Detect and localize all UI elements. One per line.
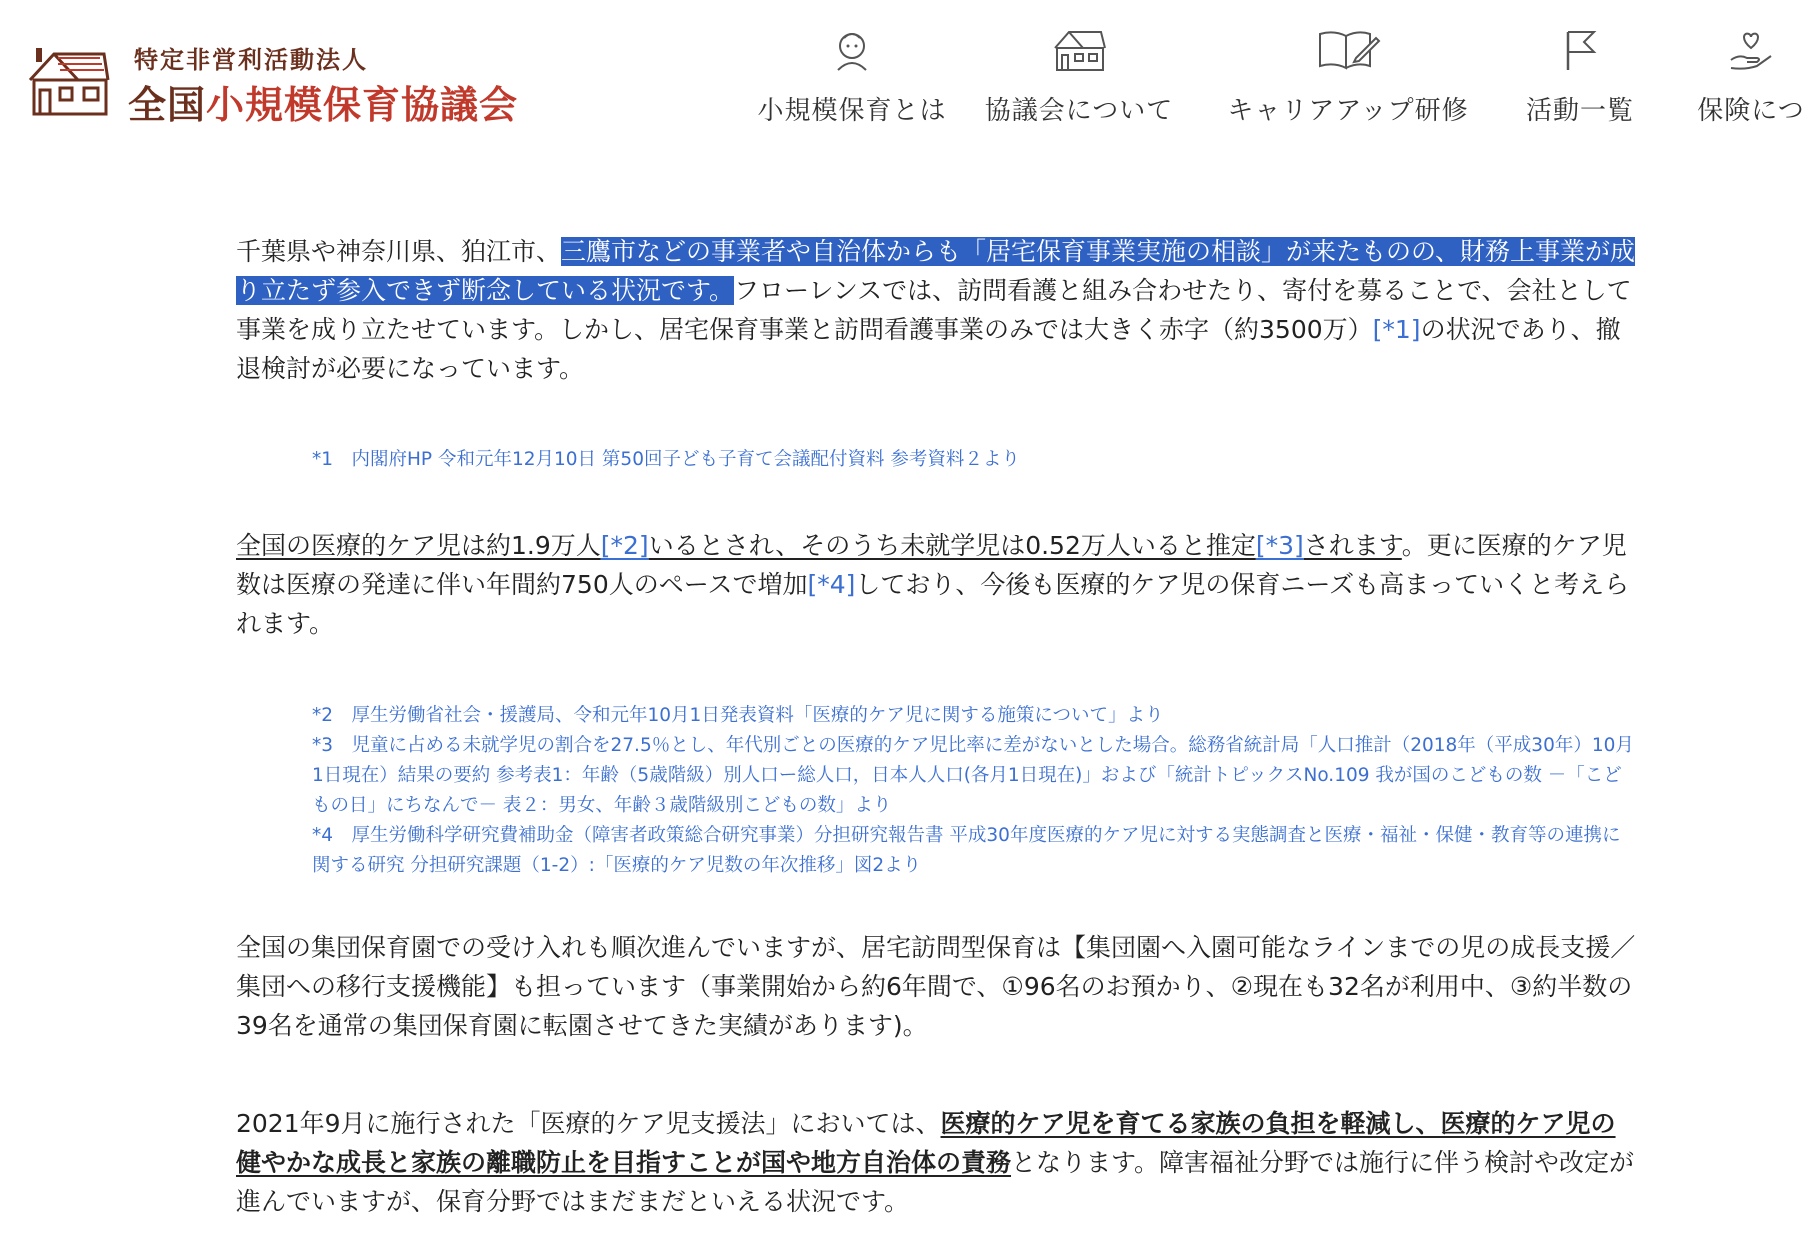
nav-label: キャリアアップ研修 (1227, 96, 1469, 126)
nav-item-about-council[interactable] (984, 28, 1174, 138)
hand-heart-icon (1727, 28, 1775, 72)
text-segment: フローレンスでは、訪問看護と組み合わせたり、寄付を募ることで、会社として事業を成り立たせています。しかし、居宅保育事業と訪問看護事業のみでは大きく赤字（約3500万） (236, 276, 1632, 344)
underlined-text: されます (1303, 531, 1402, 560)
logo-name-part-1: 全国 (128, 83, 207, 127)
bold-underlined-text: 医療的ケア児を育てる家族の負担を軽減し、医療的ケア児の健やかな成長と家族の離職防止を目指すことが国や地方自治体の責務 (236, 1109, 1616, 1177)
logo-org-type: 特定非営利活動法人 (134, 46, 368, 74)
nav-item-about-small-daycare[interactable] (752, 28, 952, 138)
footnotes-2-4 (236, 701, 1636, 881)
site-header (0, 0, 1805, 140)
paragraph-home-care-situation (236, 232, 1636, 388)
nav-label: 保険につ (1697, 96, 1805, 126)
nav-label: 協議会について (984, 96, 1174, 126)
flag-icon (1560, 28, 1600, 72)
house-logo-icon (24, 46, 110, 116)
book-pen-icon (1316, 28, 1380, 72)
footnote-link-4[interactable]: [*4] (807, 570, 856, 599)
baby-face-icon (832, 28, 872, 72)
text-segment: となります。障害福祉分野では施行に伴う検討や改定が進んでいますが、保育分野ではまだまだといえる状況です。 (236, 1148, 1635, 1216)
nav-label: 活動一覧 (1525, 96, 1634, 126)
paragraph-medical-care-children (236, 526, 1636, 643)
nav-item-insurance[interactable] (1686, 28, 1816, 138)
text-segment: 。更に医療的ケア児数は医療の発達に伴い年間約750人のペースで増加 (236, 531, 1627, 599)
text-segment: 2021年9月に施行された「医療的ケア児支援法」においては、 (236, 1109, 941, 1138)
logo-org-name (128, 74, 518, 129)
underlined-text: いるとされ、そのうち未就学児は0.52万人いると推定 (648, 531, 1256, 560)
paragraph-support-act (236, 1104, 1636, 1221)
site-logo[interactable] (24, 40, 544, 127)
footnote-3: *3 児童に占める未就学児の割合を27.5％とし、年代別ごとの医療的ケア児比率に差がないとした場合。総務省統計局「人口推計（2018年（平成30年）10月1日現在）結果の要約 参考表1：年齢（5歳階級）別人口ー総人口，日本人人口(各月1日現在)」および「統計トピックスNo.109 我が国のこどもの数 －「こどもの日」にちなんで－ 表２：男女、年齢３歳階級別こどもの数」より (312, 735, 1634, 816)
house-icon (1051, 28, 1107, 72)
footnote-link-2[interactable]: [*2] (600, 531, 649, 560)
footnote-link-1[interactable]: [*1] (1372, 315, 1421, 344)
nav-label: 小規模保育とは (757, 96, 947, 126)
footnote-link-3[interactable]: [*3] (1255, 531, 1304, 560)
text-segment: の状況であり、撤退検討が必要になっています。 (236, 315, 1621, 383)
text-segment: しており、今後も医療的ケア児の保育ニーズも高まっていくと考えられます。 (236, 570, 1630, 638)
footnote-1: *1 内閣府HP 令和元年12月10日 第50回子ども子育て会議配付資料 参考資料２より (312, 449, 1020, 470)
nav-item-activities[interactable] (1522, 28, 1638, 138)
footnote-4: *4 厚生労働科学研究費補助金（障害者政策総合研究事業）分担研究報告書 平成30年度医療的ケア児に対する実態調査と医療・福祉・保健・教育等の連携に関する研究 分担研究課題（1-2）:「医療的ケア児数の年次推移」図2より (312, 825, 1621, 876)
footnote-2: *2 厚生労働省社会・援護局、令和元年10月1日発表資料「医療的ケア児に関する施策について」より (312, 705, 1164, 726)
text-segment: 千葉県や神奈川県、狛江市、 (236, 237, 562, 266)
underlined-text: 全国の医療的ケア児は約1.9万人 (236, 531, 601, 560)
selected-text-highlight: 三鷹市などの事業者や自治体からも「居宅保育事業実施の相談」が来たものの、財務上事業が成り立たず参入できず断念している状況です。 (236, 237, 1636, 305)
paragraph-home-visit-care-role: 全国の集団保育園での受け入れも順次進んでいますが、居宅訪問型保育は【集団園へ入園可能なラインまでの児の成長支援／集団への移行支援機能】も担っています（事業開始から約6年間で、①96名のお預かり、②現在も32名が利用中、③約半数の39名を通常の集団保育園に転園させてきた実績があります)。 (236, 933, 1636, 1040)
logo-name-part-2: 小規模保育協議会 (206, 83, 519, 127)
main-nav (740, 28, 1805, 138)
nav-item-career-up-training[interactable] (1226, 28, 1470, 138)
